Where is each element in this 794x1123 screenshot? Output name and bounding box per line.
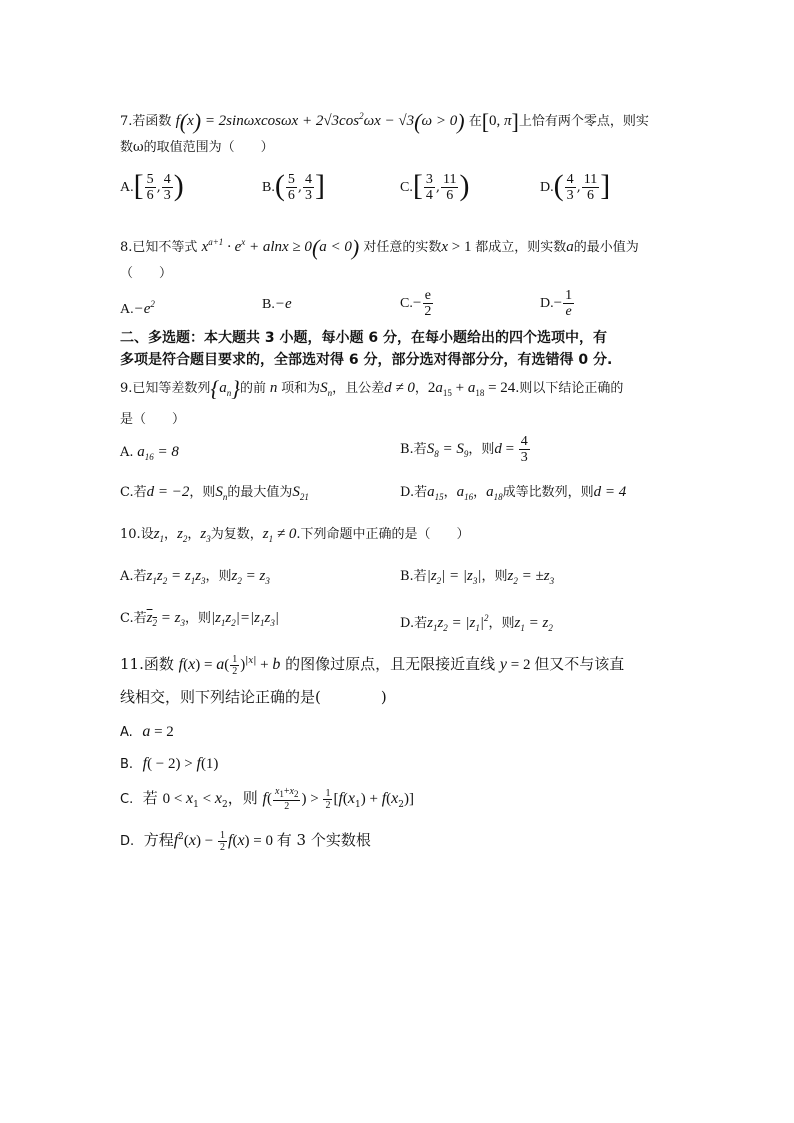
- q8-line2: （ ）: [120, 266, 173, 281]
- q7-option-a: A.[ $\frac{5}{6}$ , $\frac{4}{3}$ ): [120, 169, 184, 203]
- q7-option-d: D.( $\frac{4}{3}$ , $\frac{11}{6}$ ]: [540, 169, 611, 203]
- section-2-heading-line1: 二、多选题：本大题共 3 小题，每小题 6 分，在每小题给出的四个选项中，有: [120, 330, 607, 346]
- q11-option-c: C. 若 $0 < x_1 < x_2$，则 f( $\frac{x_1+x_2}{2}$ ) > $\frac{1}{2}$ $[f(x_1) + f(x_2)]$: [120, 786, 415, 812]
- q7-line1: [120, 106, 649, 132]
- q9-line2: 是（ ）: [120, 412, 186, 427]
- q10-option-c: C.若$z_2 = z_3$，则$|z_1z_2|=|z_1z_3|$: [120, 610, 279, 628]
- section-2-heading-line2: 多项是符合题目要求的，全部选对得 6 分，部分选对得部分分，有选错得 0 分.: [120, 352, 613, 368]
- q11-option-d: D. 方程$f^2(x)$ − $\frac{1}{2}$ f(x) = 0 有 3 个实数根: [120, 829, 371, 853]
- q11-line2: 线相交，则下列结论正确的是( ): [120, 688, 387, 706]
- q7-option-b: B.( $\frac{5}{6}$ , $\frac{4}{3}$ ]: [262, 169, 325, 203]
- q10-line1: 10.设$z_1$，$z_2$，$z_3$为复数，$z_1 \ne 0$.下列命题中正确的是（ ）: [120, 526, 470, 544]
- q9-line1: 9.已知等差数列$\{a_n\}$的前 n 项和为$S_n$，且公差d ≠ 0，$2a_{15} + a_{18} = 24$.则以下结论正确的: [120, 376, 624, 401]
- q9-option-c: C.若d = −2，则$S_n$的最大值为$S_{21}$: [120, 484, 309, 502]
- q11-option-a: A. a = 2: [120, 723, 174, 740]
- q11-line1: 11.函数 f(x) = a( $\frac{1}{2}$ )$^{|x|}$ + b 的图像过原点，且无限接近直线 y = 2 但又不与该直: [120, 653, 625, 677]
- q7-option-c: C.[ $\frac{3}{4}$ , $\frac{11}{6}$ ): [400, 169, 470, 203]
- q8-option-c: C.− $\frac{e}{2}$: [400, 288, 432, 319]
- q7-text-c: 上恰有两个零点，则实: [518, 114, 649, 129]
- q7-interval: [0, π]: [481, 109, 519, 134]
- q7-text-b: 在: [468, 114, 482, 129]
- q7-number: 7.: [120, 114, 133, 129]
- q8-inequality: $x^{a+1} \cdot e^x + alnx \ge 0(a < 0)$: [201, 235, 360, 260]
- q7-formula: $f(x) = 2\sin\omega xcos\omega x + 2√3\cos^2\omega x - √3(\omega > 0)$: [175, 109, 465, 134]
- q7-text-a: 若函数: [132, 114, 172, 129]
- q10-option-d: D.若$z_1z_2 = |z_1|^2$，则$z_1 = z_2$: [400, 613, 553, 633]
- q10-option-b: B.若$|z_2| = |z_3|$，则$z_2 = \pm z_3$: [400, 568, 555, 586]
- q8-option-d: D.− $\frac{1}{e}$: [540, 288, 573, 319]
- q9-option-d: D.若$a_{15}$，$a_{16}$，$a_{18}$成等比数列，则d = 4: [400, 484, 627, 502]
- q9-option-b: B.若$S_8 = S_9$，则d = $\frac{4}{3}$: [400, 434, 528, 465]
- q9-option-a: A. $a_{16} = 8$: [120, 444, 179, 462]
- q8-option-a: $A.-e^2$: [120, 299, 155, 317]
- q8-line1: 8.已知不等式 $x^{a+1} \cdot e^x + alnx \ge 0(a < 0)$ 对任意的实数x > 1 都成立，则实数a的最小值为: [120, 235, 639, 260]
- q11-option-b: B. f( − 2) > f(1): [120, 755, 219, 772]
- q10-option-a: A.若$z_1z_2 = z_1z_3$，则$z_2 = z_3$: [120, 568, 270, 586]
- q8-option-b: B.−e: [262, 296, 292, 312]
- q7-line2: 数ω的取值范围为（ ）: [120, 140, 274, 155]
